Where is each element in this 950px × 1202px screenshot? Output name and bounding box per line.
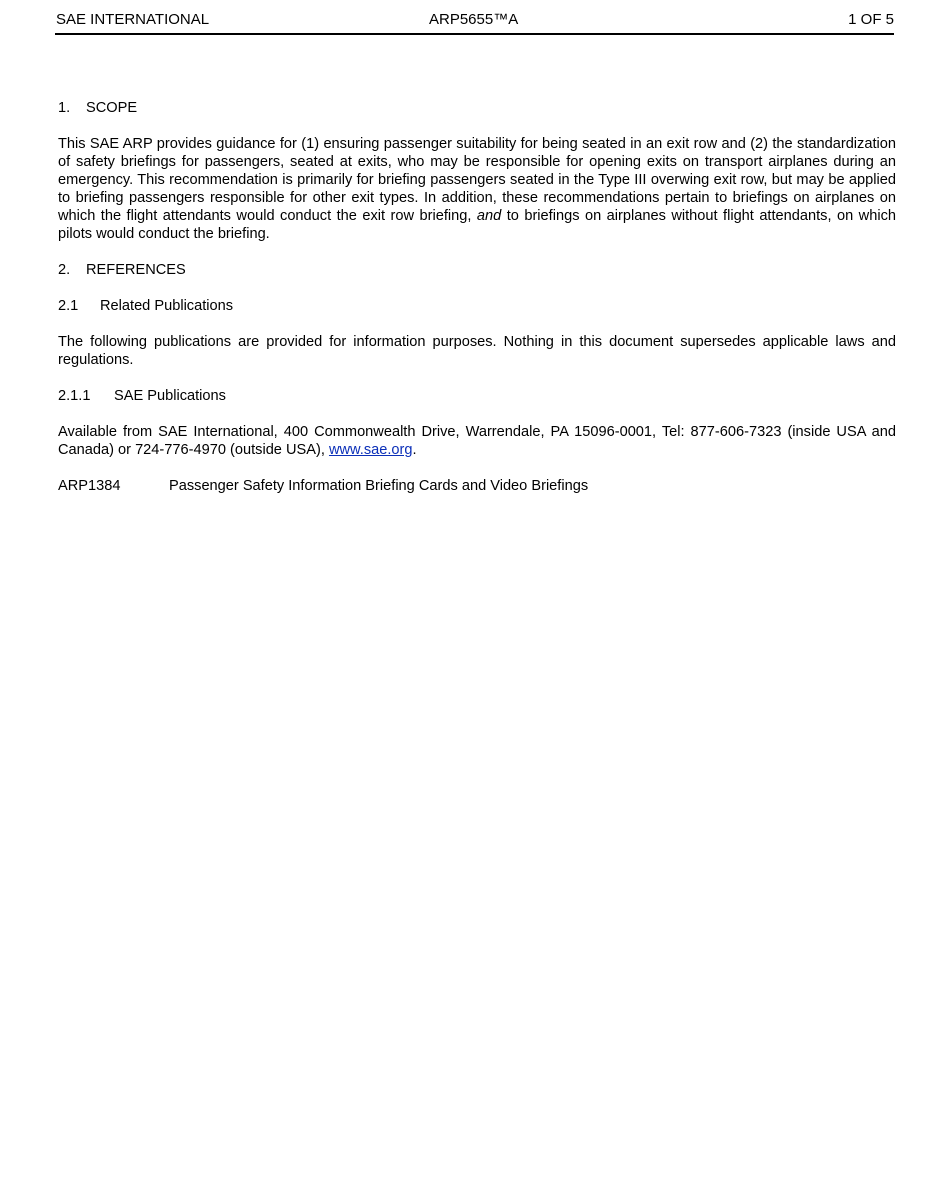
document-body	[58, 99, 896, 495]
section-heading-references	[58, 261, 896, 279]
reference-title: Passenger Safety Information Briefing Cards and Video Briefings	[169, 478, 589, 494]
section-heading-scope	[58, 99, 896, 117]
section-title: Related Publications	[100, 298, 234, 314]
section-title: REFERENCES	[86, 262, 186, 278]
section-number: 1.	[58, 100, 71, 116]
related-publications-paragraph: The following publications are provided for information purposes. Nothing in this document supersedes applicable laws and regulations.	[58, 334, 896, 368]
section-number: 2.1	[58, 298, 79, 314]
header-organization: SAE INTERNATIONAL	[56, 11, 210, 28]
scope-text-part2: to briefings on airplanes without flight attendants, on which pilots would conduct the briefing.	[58, 208, 896, 242]
section-number: 2.1.1	[58, 388, 91, 404]
section-heading-related-publications	[58, 297, 896, 315]
scope-text-emphasis: and	[476, 208, 502, 224]
reference-entry	[58, 477, 896, 495]
sae-publications-paragraph	[58, 423, 896, 459]
sae-publications-text-end: .	[412, 442, 417, 458]
section-heading-sae-publications	[58, 387, 896, 405]
scope-paragraph	[58, 135, 896, 243]
sae-website-link[interactable]: www.sae.org	[328, 442, 413, 458]
reference-id: ARP1384	[58, 478, 121, 494]
sae-publications-text: Available from SAE International, 400 Commonwealth Drive, Warrendale, PA 15096-0001, Tel: 877-606-7323 (inside USA and Canada) or 724-776-4970 (outside USA),	[58, 424, 896, 458]
scope-text-part1: This SAE ARP provides guidance for (1) ensuring passenger suitability for being seated in an exit row and (2) the standardization of safety briefings for passengers, seated at exits, who may be responsible for opening exits on transport airplanes during an emergency. This recommendation is primarily for briefing passengers seated in the Type III overwing exit row, but may be applied to briefing passengers responsible for other exit types. In addition, these recommendations pertain to briefings on airplanes on which the flight attendants would conduct the exit row briefing,	[58, 136, 896, 224]
section-number: 2.	[58, 262, 71, 278]
page-header	[55, 11, 894, 35]
section-title: SAE Publications	[114, 388, 226, 404]
header-page-indicator: 1 OF 5	[848, 11, 894, 28]
section-title: SCOPE	[86, 100, 138, 116]
header-document-id: ARP5655™A	[429, 11, 519, 28]
